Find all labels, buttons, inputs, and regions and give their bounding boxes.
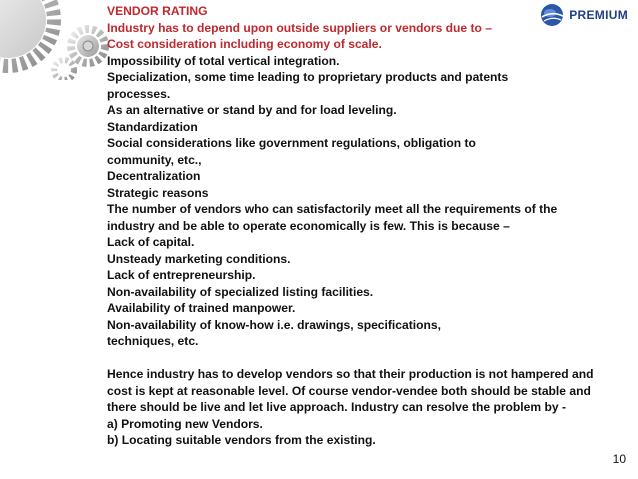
conclusion-line: b) Locating suitable vendors from the existing. bbox=[107, 433, 376, 447]
reason-item: processes. bbox=[107, 86, 171, 101]
cause-item: Lack of entrepreneurship. bbox=[107, 268, 256, 282]
reason-item: Decentralization bbox=[107, 169, 201, 183]
cause-item: Non-availability of specialized listing facilities. bbox=[107, 284, 374, 299]
reason-item: Social considerations like government regulations, obligation to bbox=[107, 136, 476, 150]
slide-title: VENDOR RATING bbox=[107, 4, 208, 18]
paragraph-line: The number of vendors who can satisfactorily meet all the requirements of the bbox=[107, 202, 558, 216]
cause-item: techniques, etc. bbox=[107, 334, 199, 348]
conclusion-line: Hence industry has to develop vendors so that their production is not hampered and bbox=[107, 367, 594, 381]
gears-icon bbox=[0, 0, 112, 80]
reason-item: Standardization bbox=[107, 119, 198, 134]
conclusion-line: cost is kept at reasonable level. Of course vendor-vendee both should be stable and bbox=[107, 383, 591, 398]
logo-text: PREMIUM bbox=[569, 8, 628, 22]
red-text-line: Cost consideration including economy of scale. bbox=[107, 37, 382, 51]
cause-item: Lack of capital. bbox=[107, 235, 195, 249]
cause-item: Unsteady marketing conditions. bbox=[107, 251, 291, 266]
slide-content bbox=[107, 3, 627, 449]
reason-item: Specialization, some time leading to proprietary products and patents bbox=[107, 70, 509, 84]
page-number: 10 bbox=[612, 452, 626, 466]
reason-item: Impossibility of total vertical integration. bbox=[107, 53, 340, 68]
reason-item: As an alternative or stand by and for load leveling. bbox=[107, 103, 397, 117]
cause-item: Availability of trained manpower. bbox=[107, 301, 296, 315]
spacer bbox=[107, 350, 627, 367]
paragraph-line: industry and be able to operate economically is few. This is because – bbox=[107, 218, 510, 233]
reason-item: Strategic reasons bbox=[107, 185, 209, 200]
conclusion-line: a) Promoting new Vendors. bbox=[107, 416, 263, 431]
red-text-line: Industry has to depend upon outside suppliers or vendors due to – bbox=[107, 20, 493, 35]
cause-item: Non-availability of know-how i.e. drawings, specifications, bbox=[107, 317, 441, 332]
reason-item: community, etc., bbox=[107, 152, 202, 167]
conclusion-line: there should be live and let live approach. Industry can resolve the problem by - bbox=[107, 400, 567, 414]
